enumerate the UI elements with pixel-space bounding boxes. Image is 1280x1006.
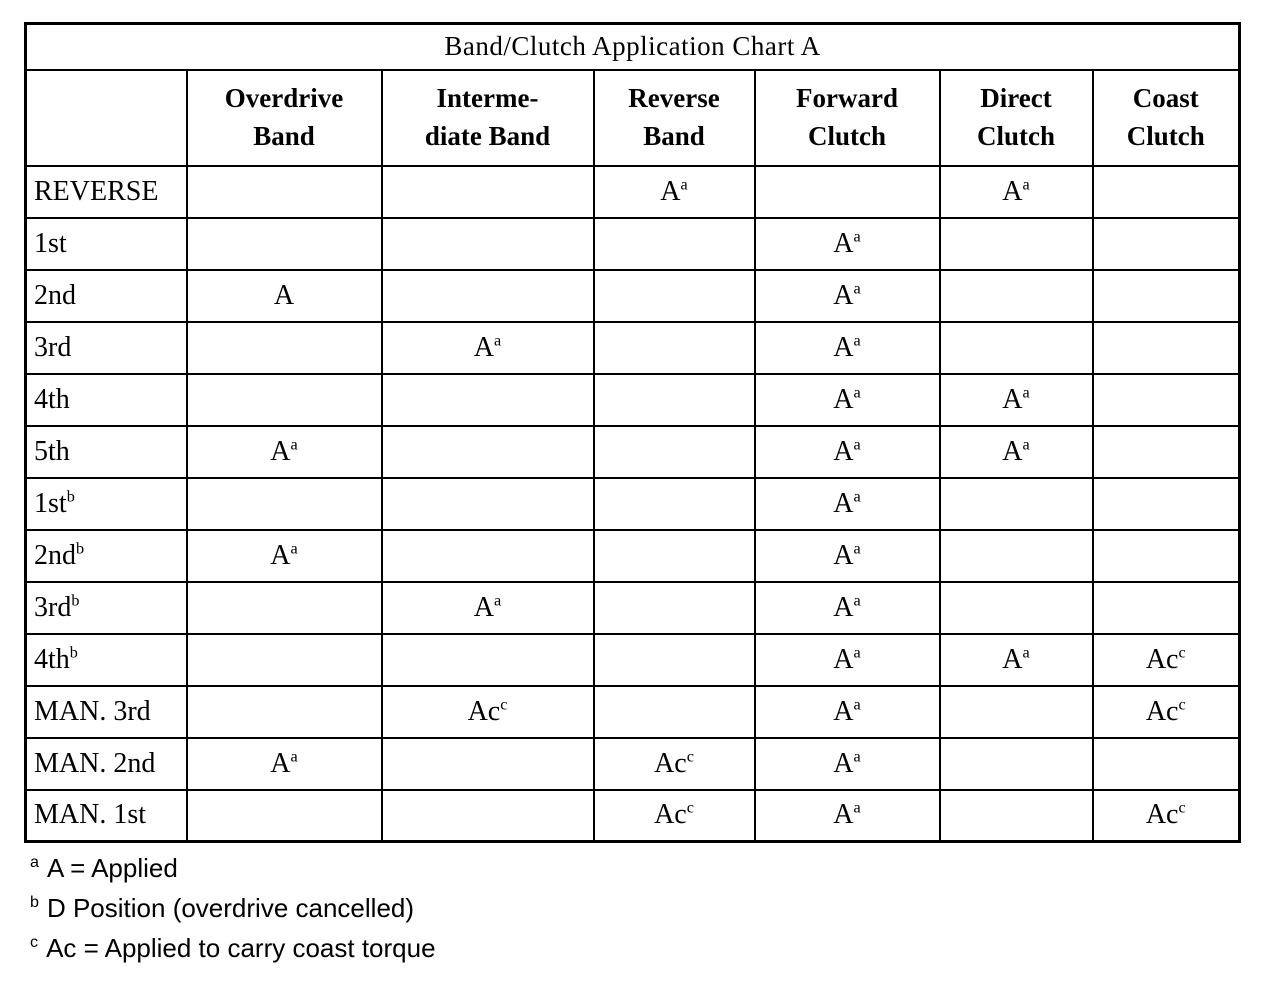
application-cell <box>940 738 1093 790</box>
row-label: $1st^b$ <box>26 478 187 530</box>
superscript-marker: a <box>290 747 298 766</box>
header-row <box>26 70 1240 166</box>
application-cell <box>382 478 594 530</box>
application-cell <box>382 790 594 842</box>
application-cell <box>187 374 382 426</box>
application-cell <box>940 218 1093 270</box>
column-header-direct-clutch: Direct Clutch <box>940 70 1093 166</box>
row-label: $3rd^b$ <box>26 582 187 634</box>
application-cell: $A^a$ <box>940 426 1093 478</box>
application-cell: Ac$^c$ <box>1093 790 1240 842</box>
table-body <box>26 166 1240 842</box>
application-cell: $A^a$ <box>755 530 940 582</box>
application-cell <box>594 686 755 738</box>
superscript-marker: a <box>1022 175 1030 194</box>
application-cell <box>594 478 755 530</box>
application-cell <box>1093 270 1240 322</box>
application-cell <box>382 218 594 270</box>
application-cell: $A^a$ <box>755 582 940 634</box>
application-cell <box>594 582 755 634</box>
superscript-marker: a <box>680 175 688 194</box>
application-cell <box>755 166 940 218</box>
application-cell <box>940 270 1093 322</box>
footnote-marker: c <box>30 933 39 952</box>
table-row <box>26 166 1240 218</box>
application-cell <box>187 582 382 634</box>
superscript-marker: c <box>686 747 694 766</box>
table-title: Band/Clutch Application Chart A <box>26 24 1240 70</box>
application-cell: $A^a$ <box>755 790 940 842</box>
row-label: 5th <box>26 426 187 478</box>
application-cell <box>940 790 1093 842</box>
application-cell <box>594 374 755 426</box>
table-row <box>26 530 1240 582</box>
application-cell: $A^a$ <box>187 530 382 582</box>
application-cell <box>940 582 1093 634</box>
table-row <box>26 322 1240 374</box>
superscript-marker: b <box>66 487 75 506</box>
application-cell <box>382 530 594 582</box>
application-cell: $A^a$ <box>755 218 940 270</box>
footnote-marker: b <box>30 893 39 912</box>
row-label: 3rd <box>26 322 187 374</box>
superscript-marker: a <box>853 798 861 817</box>
row-label: 1st <box>26 218 187 270</box>
footnote: $^b$ D Position (overdrive cancelled) <box>30 893 415 923</box>
footnote-list <box>24 853 1258 964</box>
application-cell <box>382 270 594 322</box>
application-cell <box>1093 218 1240 270</box>
application-cell <box>187 218 382 270</box>
column-header-coast-clutch: Coast Clutch <box>1093 70 1240 166</box>
superscript-marker: a <box>290 539 298 558</box>
superscript-marker: c <box>1178 695 1186 714</box>
table-row <box>26 582 1240 634</box>
superscript-marker: a <box>494 591 502 610</box>
application-cell <box>940 478 1093 530</box>
row-label: MAN. 1st <box>26 790 187 842</box>
superscript-marker: a <box>853 383 861 402</box>
application-cell: $A^a$ <box>940 374 1093 426</box>
footnote: $^c$ Ac = Applied to carry coast torque <box>30 933 436 963</box>
table-row <box>26 374 1240 426</box>
table-row <box>26 634 1240 686</box>
application-cell <box>594 530 755 582</box>
application-cell <box>187 166 382 218</box>
table-row <box>26 218 1240 270</box>
superscript-marker: a <box>853 435 861 454</box>
application-cell: $A^a$ <box>940 634 1093 686</box>
row-label: MAN. 3rd <box>26 686 187 738</box>
superscript-marker: a <box>853 643 861 662</box>
application-cell: $A^a$ <box>755 634 940 686</box>
superscript-marker: a <box>853 747 861 766</box>
superscript-marker: a <box>853 695 861 714</box>
application-cell: $A^a$ <box>755 374 940 426</box>
application-cell <box>1093 478 1240 530</box>
application-cell <box>1093 374 1240 426</box>
table-row <box>26 270 1240 322</box>
superscript-marker: c <box>1178 798 1186 817</box>
application-cell <box>382 166 594 218</box>
application-cell: Ac$^c$ <box>594 738 755 790</box>
application-cell: $A^a$ <box>187 738 382 790</box>
application-cell <box>187 790 382 842</box>
column-header-overdrive-band: Overdrive Band <box>187 70 382 166</box>
superscript-marker: b <box>71 591 80 610</box>
superscript-marker: c <box>500 695 508 714</box>
application-cell <box>187 322 382 374</box>
table-row <box>26 686 1240 738</box>
application-cell <box>594 634 755 686</box>
application-cell: $A^a$ <box>755 478 940 530</box>
application-cell <box>594 218 755 270</box>
band-clutch-application-table <box>24 22 1241 843</box>
application-cell <box>1093 322 1240 374</box>
application-cell <box>382 426 594 478</box>
table-row <box>26 738 1240 790</box>
footnote-marker: a <box>30 853 39 872</box>
superscript-marker: a <box>853 591 861 610</box>
application-cell <box>940 322 1093 374</box>
row-label: $2nd^b$ <box>26 530 187 582</box>
application-cell: Ac$^c$ <box>594 790 755 842</box>
superscript-marker: a <box>1022 643 1030 662</box>
column-header-reverse-band: Reverse Band <box>594 70 755 166</box>
application-cell: Ac$^c$ <box>382 686 594 738</box>
application-cell: $A^a$ <box>755 426 940 478</box>
superscript-marker: a <box>290 435 298 454</box>
table-row <box>26 790 1240 842</box>
application-cell <box>594 322 755 374</box>
row-label: REVERSE <box>26 166 187 218</box>
application-cell: $A^a$ <box>755 270 940 322</box>
superscript-marker: a <box>853 227 861 246</box>
application-cell: $A^a$ <box>940 166 1093 218</box>
column-header-row-label-column <box>26 70 187 166</box>
application-cell <box>1093 530 1240 582</box>
application-cell <box>940 686 1093 738</box>
application-cell <box>1093 166 1240 218</box>
application-cell <box>382 738 594 790</box>
superscript-marker: a <box>853 279 861 298</box>
application-cell <box>187 634 382 686</box>
application-cell <box>1093 582 1240 634</box>
application-cell: $A^a$ <box>755 738 940 790</box>
application-cell: Ac$^c$ <box>1093 686 1240 738</box>
superscript-marker: a <box>853 331 861 350</box>
title-row <box>26 24 1240 70</box>
application-cell: $A^a$ <box>382 582 594 634</box>
application-cell <box>187 686 382 738</box>
row-label: $4th^b$ <box>26 634 187 686</box>
application-cell <box>187 478 382 530</box>
application-cell <box>1093 426 1240 478</box>
superscript-marker: a <box>494 331 502 350</box>
superscript-marker: c <box>1178 643 1186 662</box>
application-cell <box>594 270 755 322</box>
application-cell: $A^a$ <box>594 166 755 218</box>
application-cell <box>382 634 594 686</box>
row-label: 4th <box>26 374 187 426</box>
superscript-marker: a <box>853 487 861 506</box>
application-cell: $A^a$ <box>187 426 382 478</box>
superscript-marker: a <box>853 539 861 558</box>
application-cell: $A^a$ <box>755 686 940 738</box>
table-row <box>26 426 1240 478</box>
application-cell: A <box>187 270 382 322</box>
table-head <box>26 24 1240 166</box>
superscript-marker: b <box>69 643 78 662</box>
column-header-intermediate-band: Interme- diate Band <box>382 70 594 166</box>
application-cell: $A^a$ <box>755 322 940 374</box>
table-row <box>26 478 1240 530</box>
superscript-marker: b <box>76 539 85 558</box>
application-cell <box>382 374 594 426</box>
application-cell <box>940 530 1093 582</box>
footnote: $^a$ A = Applied <box>30 853 178 883</box>
row-label: MAN. 2nd <box>26 738 187 790</box>
superscript-marker: a <box>1022 435 1030 454</box>
column-header-forward-clutch: Forward Clutch <box>755 70 940 166</box>
superscript-marker: c <box>686 798 694 817</box>
superscript-marker: a <box>1022 383 1030 402</box>
row-label: 2nd <box>26 270 187 322</box>
application-cell <box>1093 738 1240 790</box>
application-cell <box>594 426 755 478</box>
application-cell: Ac$^c$ <box>1093 634 1240 686</box>
application-cell: $A^a$ <box>382 322 594 374</box>
